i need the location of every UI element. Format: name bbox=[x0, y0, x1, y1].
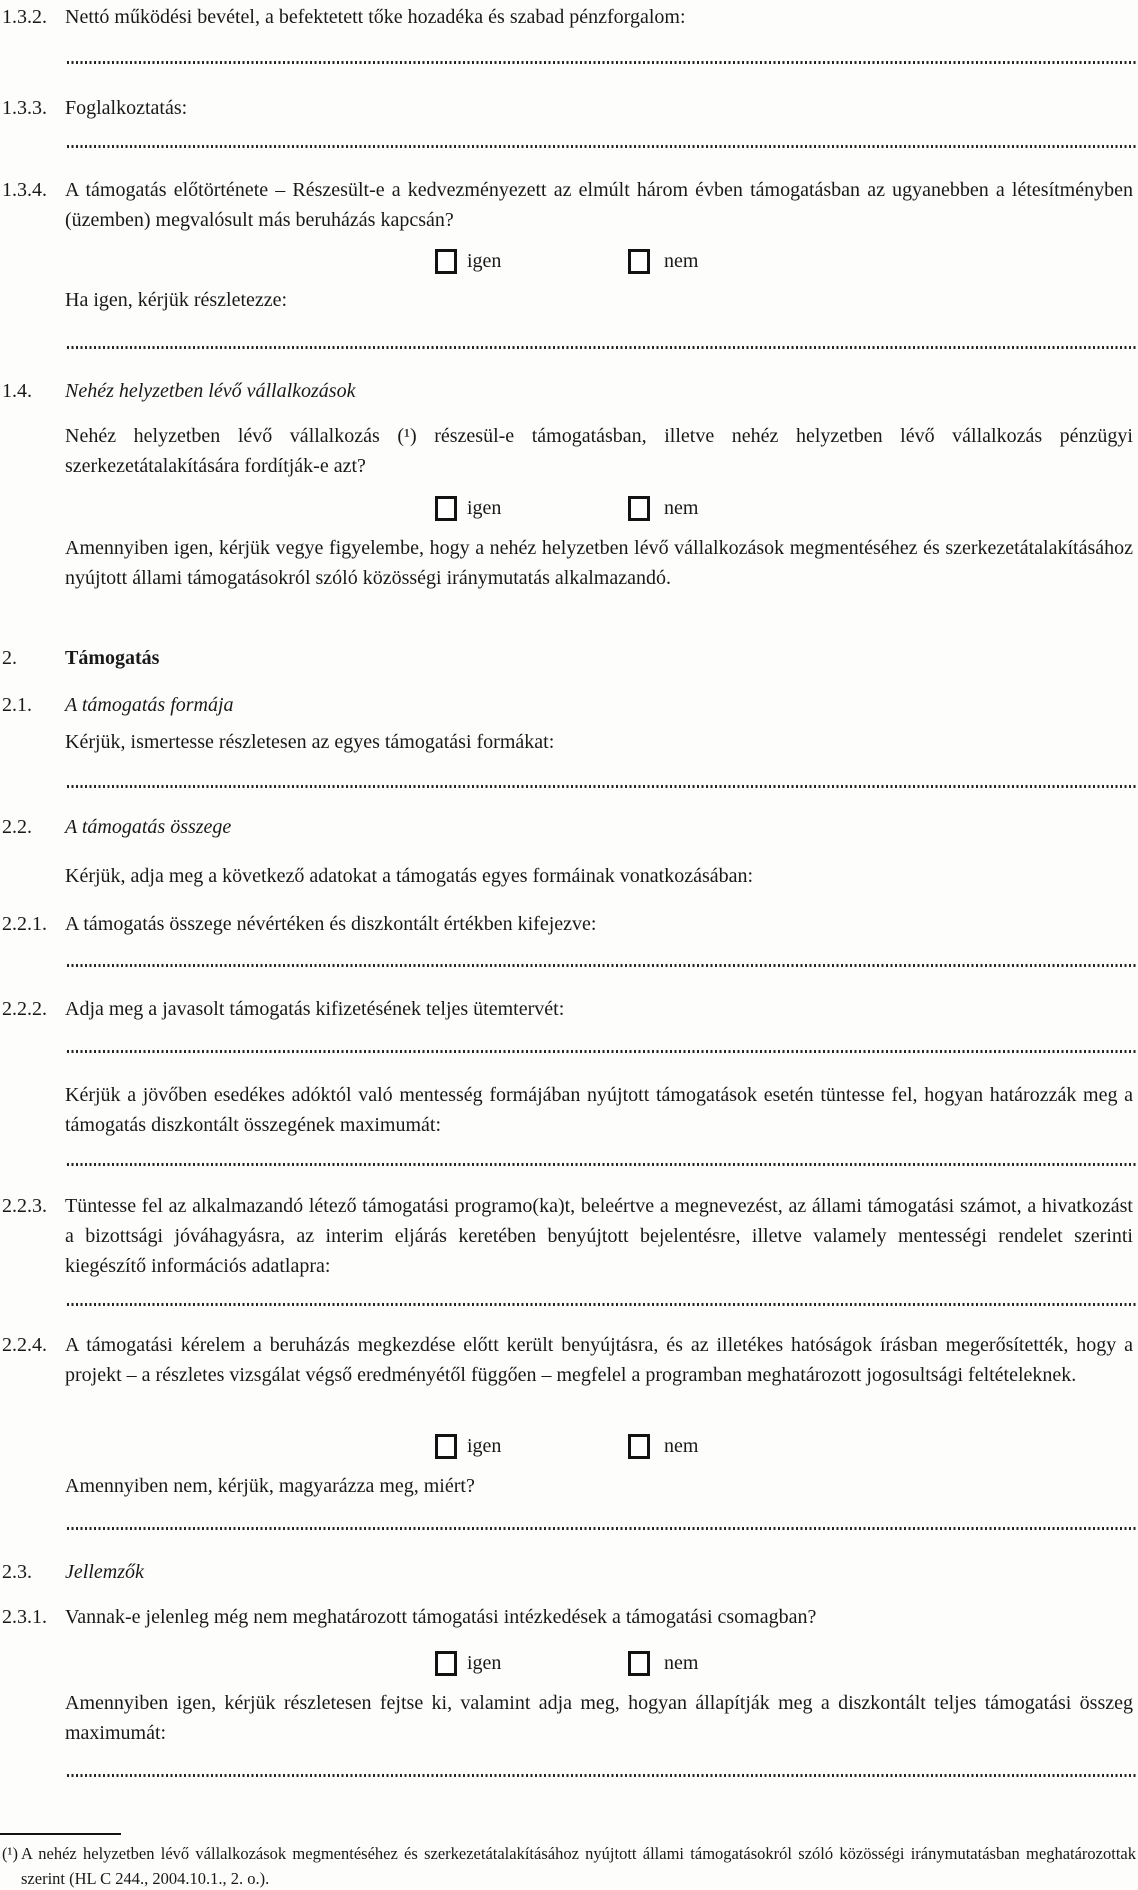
section-number: 2.1. bbox=[2, 694, 32, 716]
answer-blank-line[interactable] bbox=[67, 964, 1137, 967]
answer-blank-line[interactable] bbox=[67, 346, 1137, 349]
prompt-amennyiben-nem bbox=[2, 1471, 1133, 1501]
paragraph-text: Kérjük a jövőben esedékes adóktól való mentesség formájában nyújtott támogatások esetén tüntesse fel, hogyan határozzák meg a támogatás diszkontált összegének maximumát: bbox=[65, 1084, 1133, 1136]
section-number: 2.2.1. bbox=[2, 913, 47, 935]
footnote-text: A nehéz helyzetben lévő vállalkozások megmentéséhez és szerkezetátalakításához nyújtott állami támogatásokról szóló közösségi iránymutatásban meghatározottak szerint (HL C 244., 2004.10.1., 2. o.). bbox=[21, 1844, 1136, 1888]
section-text: A támogatás előtörténete – Részesült-e a kedvezményezett az elmúlt három évben támogatásban az ugyanebben a létesítményben (üzemben) megvalósult más beruházás kapcsán? bbox=[65, 179, 1133, 231]
section-heading: A támogatás összege bbox=[65, 816, 232, 838]
answer-blank-line[interactable] bbox=[67, 1303, 1137, 1306]
checkbox-igen-label: igen bbox=[467, 1435, 502, 1457]
footnote bbox=[2, 1841, 1136, 1890]
section-number: 1.3.4. bbox=[2, 179, 47, 201]
checkbox-nem[interactable] bbox=[628, 1651, 650, 1676]
paragraph-2-1 bbox=[2, 727, 1133, 757]
prompt-text: Amennyiben nem, kérjük, magyarázza meg, miért? bbox=[65, 1475, 475, 1497]
paragraph-text: Amennyiben igen, kérjük részletesen fejtse ki, valamint adja meg, hogyan állapítják meg a diszkontált teljes támogatási összeg maximumát: bbox=[65, 1692, 1133, 1744]
checkbox-row-1-3-4 bbox=[0, 248, 1138, 276]
section-1-3-4 bbox=[2, 175, 1133, 235]
checkbox-row-2-2-4 bbox=[0, 1433, 1138, 1461]
section-2-3 bbox=[2, 1557, 1133, 1587]
paragraph-text: Amennyiben igen, kérjük vegye figyelembe, hogy a nehéz helyzetben lévő vállalkozások megmentéséhez és szerkezetátalakításához nyújtott állami támogatásokról szóló közösségi iránymutatás alkalmazandó. bbox=[65, 537, 1133, 589]
answer-blank-line[interactable] bbox=[67, 1774, 1137, 1777]
checkbox-nem-label: nem bbox=[664, 1435, 699, 1457]
section-1-4 bbox=[2, 376, 1133, 406]
section-text: Nettó működési bevétel, a befektetett tőke hozadéka és szabad pénzforgalom: bbox=[65, 6, 686, 28]
answer-blank-line[interactable] bbox=[67, 145, 1137, 148]
paragraph-text: Nehéz helyzetben lévő vállalkozás (¹) részesül-e támogatásban, illetve nehéz helyzetben lévő vállalkozás pénzügyi szerkezetátalakítására fordítják-e azt? bbox=[65, 425, 1133, 477]
paragraph-1-4-note bbox=[2, 533, 1133, 593]
section-number: 1.4. bbox=[2, 380, 32, 402]
checkbox-igen-label: igen bbox=[467, 497, 502, 519]
section-text: Tüntesse fel az alkalmazandó létező támogatási programo(ka)t, beleértve a megnevezést, az állami támogatási számot, a hivatkozást a bizottsági jóváhagyásra, az interim eljárás keretében benyújtott bejelentésre, illetve valamely mentességi rendelet szerinti kiegészítő információs adatlapra: bbox=[65, 1195, 1133, 1277]
checkbox-igen[interactable] bbox=[435, 1651, 457, 1676]
answer-blank-line[interactable] bbox=[67, 1527, 1137, 1530]
paragraph-2-2-2-note bbox=[2, 1080, 1133, 1140]
section-heading: Támogatás bbox=[65, 647, 160, 669]
checkbox-row-2-3-1 bbox=[0, 1650, 1138, 1678]
section-number: 2.2.4. bbox=[2, 1334, 47, 1356]
section-number: 2.3. bbox=[2, 1561, 32, 1583]
answer-blank-line[interactable] bbox=[67, 1050, 1137, 1053]
section-number: 2.2.3. bbox=[2, 1195, 47, 1217]
section-number: 2.3.1. bbox=[2, 1606, 47, 1628]
checkbox-nem[interactable] bbox=[628, 1434, 650, 1459]
checkbox-igen-label: igen bbox=[467, 1652, 502, 1674]
section-text: A támogatás összege névértéken és diszkontált értékben kifejezve: bbox=[65, 913, 597, 935]
paragraph-text: Kérjük, adja meg a következő adatokat a támogatás egyes formáinak vonatkozásában: bbox=[65, 865, 754, 887]
answer-blank-line[interactable] bbox=[67, 61, 1137, 64]
section-number: 2.2.2. bbox=[2, 998, 47, 1020]
section-number: 2.2. bbox=[2, 816, 32, 838]
section-2-2-1 bbox=[2, 909, 1133, 939]
section-2-1 bbox=[2, 690, 1133, 720]
checkbox-igen[interactable] bbox=[435, 1434, 457, 1459]
section-text: Foglalkoztatás: bbox=[65, 97, 188, 119]
paragraph-2-2 bbox=[2, 861, 1133, 891]
section-number: 2. bbox=[2, 647, 17, 669]
section-heading: Jellemzők bbox=[65, 1561, 144, 1583]
footnote-marker: (¹) bbox=[2, 1844, 18, 1863]
section-text: Adja meg a javasolt támogatás kifizetésének teljes ütemtervét: bbox=[65, 998, 565, 1020]
section-number: 1.3.2. bbox=[2, 6, 47, 28]
section-heading: Nehéz helyzetben lévő vállalkozások bbox=[65, 380, 356, 402]
section-2-2-4 bbox=[2, 1330, 1133, 1390]
answer-blank-line[interactable] bbox=[67, 785, 1137, 788]
checkbox-igen[interactable] bbox=[435, 249, 457, 274]
paragraph-1-4-question bbox=[2, 421, 1133, 481]
footnote-separator bbox=[0, 1833, 121, 1835]
prompt-text: Ha igen, kérjük részletezze: bbox=[65, 289, 288, 311]
paragraph-text: Kérjük, ismertesse részletesen az egyes támogatási formákat: bbox=[65, 731, 555, 753]
checkbox-igen-label: igen bbox=[467, 250, 502, 272]
checkbox-nem[interactable] bbox=[628, 249, 650, 274]
checkbox-igen[interactable] bbox=[435, 496, 457, 521]
checkbox-row-1-4 bbox=[0, 495, 1138, 523]
section-text: A támogatási kérelem a beruházás megkezdése előtt került benyújtásra, és az illetékes hatóságok írásban megerősítették, hogy a projekt – a részletes vizsgálat végső eredményétől függően – megfelel a programban meghatározott jogosultsági feltételeknek. bbox=[65, 1334, 1133, 1386]
section-2 bbox=[2, 643, 1133, 673]
checkbox-nem-label: nem bbox=[664, 1652, 699, 1674]
section-2-3-1 bbox=[2, 1602, 1133, 1632]
section-1-3-2 bbox=[2, 2, 1133, 32]
checkbox-nem-label: nem bbox=[664, 497, 699, 519]
checkbox-nem-label: nem bbox=[664, 250, 699, 272]
section-2-2 bbox=[2, 812, 1133, 842]
section-1-3-3 bbox=[2, 93, 1133, 123]
section-2-2-2 bbox=[2, 994, 1133, 1024]
section-2-2-3 bbox=[2, 1191, 1133, 1281]
answer-blank-line[interactable] bbox=[67, 1163, 1137, 1166]
section-number: 1.3.3. bbox=[2, 97, 47, 119]
paragraph-2-3-1-note bbox=[2, 1688, 1133, 1748]
section-heading: A támogatás formája bbox=[65, 694, 234, 716]
section-text: Vannak-e jelenleg még nem meghatározott támogatási intézkedések a támogatási csomagban? bbox=[65, 1606, 817, 1628]
prompt-ha-igen bbox=[2, 285, 1133, 315]
checkbox-nem[interactable] bbox=[628, 496, 650, 521]
